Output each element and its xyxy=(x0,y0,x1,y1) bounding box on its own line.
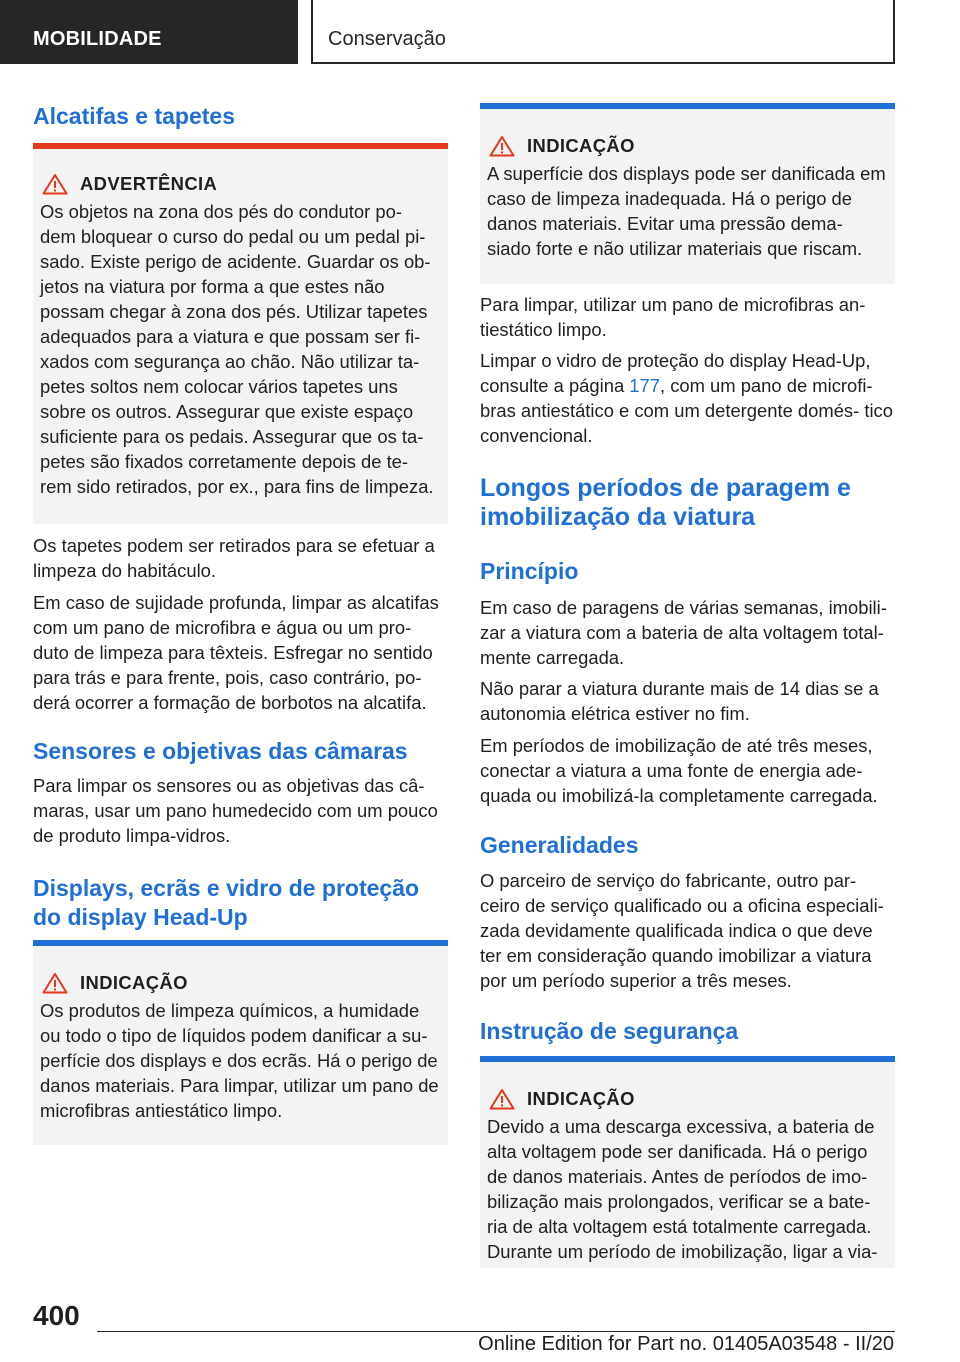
warning-title-row xyxy=(40,173,441,195)
heading-sensors: Sensores e objetivas das câmaras xyxy=(33,738,408,764)
page-number: 400 xyxy=(33,1300,80,1331)
notice-text: Os produtos de limpeza químicos, a humidade ou todo o tipo de líquidos podem danificar a su- perfície dos displays e dos ecrãs. Há o perigo de danos materiais. Para limpar, utilizar um pano de microfibras antiestático limpo. xyxy=(40,1000,439,1121)
warning-triangle-icon xyxy=(489,135,515,157)
chapter-tab: Conservação xyxy=(311,0,895,64)
warning-title: ADVERTÊNCIA xyxy=(80,173,218,194)
notice-title: INDICAÇÃO xyxy=(527,135,635,156)
paragraph-clean: Para limpar, utilizar um pano de microfibras an- tiestático limpo. xyxy=(480,294,866,340)
notice-box-surface xyxy=(480,103,895,284)
heading-carpets: Alcatifas e tapetes xyxy=(33,103,235,129)
notice-title: INDICAÇÃO xyxy=(80,972,188,993)
warning-triangle-icon xyxy=(42,173,68,195)
footer-divider xyxy=(97,1331,895,1332)
notice-title: INDICAÇÃO xyxy=(527,1088,635,1109)
notice-box-displays xyxy=(33,940,448,1145)
warning-box-carpets xyxy=(33,143,448,524)
heading-safety: Instrução de segurança xyxy=(480,1018,739,1044)
notice-title-row xyxy=(487,1088,888,1110)
paragraph-sensors: Para limpar os sensores ou as objetivas das câ- maras, usar um pano humedecido com um pouco de produto limpa-vidros. xyxy=(33,775,438,846)
heading-general: Generalidades xyxy=(480,832,639,858)
notice-box-battery xyxy=(480,1056,895,1268)
page-reference-link[interactable]: 177 xyxy=(629,375,660,396)
heading-long-periods: Longos períodos de paragem e imobilização da viatura xyxy=(480,474,851,531)
notice-text: A superfície dos displays pode ser danificada em caso de limpeza inadequada. Há o perigo de danos materiais. Evitar uma pressão dema- siado forte e não utilizar materiais que riscam. xyxy=(487,163,886,259)
paragraph-principle-2: Não parar a viatura durante mais de 14 dias se a autonomia elétrica estiver no fim. xyxy=(480,678,879,724)
notice-title-row xyxy=(40,972,441,994)
paragraph-principle-1: Em caso de paragens de várias semanas, imobili- zar a viatura com a bateria de alta voltagem total- mente carregada. xyxy=(480,597,887,668)
page-header xyxy=(0,0,960,66)
paragraph-hud xyxy=(480,348,895,448)
paragraph-hud-text-after: , com um pano de microfi- bras antiestático e com um detergente domés- tico convencional. xyxy=(480,375,893,446)
paragraph-carpets-1: Os tapetes podem ser retirados para se efetuar a limpeza do habitáculo. xyxy=(33,535,435,581)
heading-principle: Princípio xyxy=(480,558,579,584)
paragraph-hud-text-before: Limpar o vidro de proteção do display Head-Up, consulte a página xyxy=(480,350,871,396)
notice-text: Devido a uma descarga excessiva, a bateria de alta voltagem pode ser danificada. Há o perigo de danos materiais. Antes de períodos de imo- bilização mais prolongados, verificar se a bate- ria de alta voltagem está totalmente carregada. Durante um período de imobilização, ligar a via- xyxy=(487,1116,878,1262)
notice-title-row xyxy=(487,135,888,157)
warning-triangle-icon xyxy=(42,972,68,994)
footer-edition: Online Edition for Part no. 01405A03548 - II/20 xyxy=(478,1333,894,1355)
section-tab: MOBILIDADE xyxy=(0,0,298,64)
paragraph-principle-3: Em períodos de imobilização de até três meses, conectar a viatura a uma fonte de energia ade- quada ou imobilizá-la completamente carregada. xyxy=(480,735,878,806)
heading-displays: Displays, ecrãs e vidro de proteção do display Head-Up xyxy=(33,875,420,930)
paragraph-general: O parceiro de serviço do fabricante, outro par- ceiro de serviço qualificado ou a oficina especiali- zada devidamente qualificada indica o que deve ter em consideração quando imobilizar a viatura por um período superior a três meses. xyxy=(480,870,884,991)
warning-triangle-icon xyxy=(489,1088,515,1110)
warning-text: Os objetos na zona dos pés do condutor po- dem bloquear o curso do pedal ou um pedal pi- sado. Existe perigo de acidente. Guardar os ob- jetos na viatura por forma a que estes não possam chegar à zona dos pés. Utilizar tapetes adequados para a viatura e que possam ser fi- xados com segurança ao chão. Não utilizar ta- petes soltos nem colocar vários tapetes uns sobre os outros. Assegurar que existe espaço suficiente para os pedais. Assegurar que os ta- petes são fixados corretamente depois de te- rem sido retirados, por ex., para fins de limpeza. xyxy=(40,201,434,497)
paragraph-carpets-2: Em caso de sujidade profunda, limpar as alcatifas com um pano de microfibra e água ou um pro- duto de limpeza para têxteis. Esfregar no sentido para trás e para frente, pois, caso contrário, po- derá ocorrer a formação de borbotos na alcatifa. xyxy=(33,592,439,713)
